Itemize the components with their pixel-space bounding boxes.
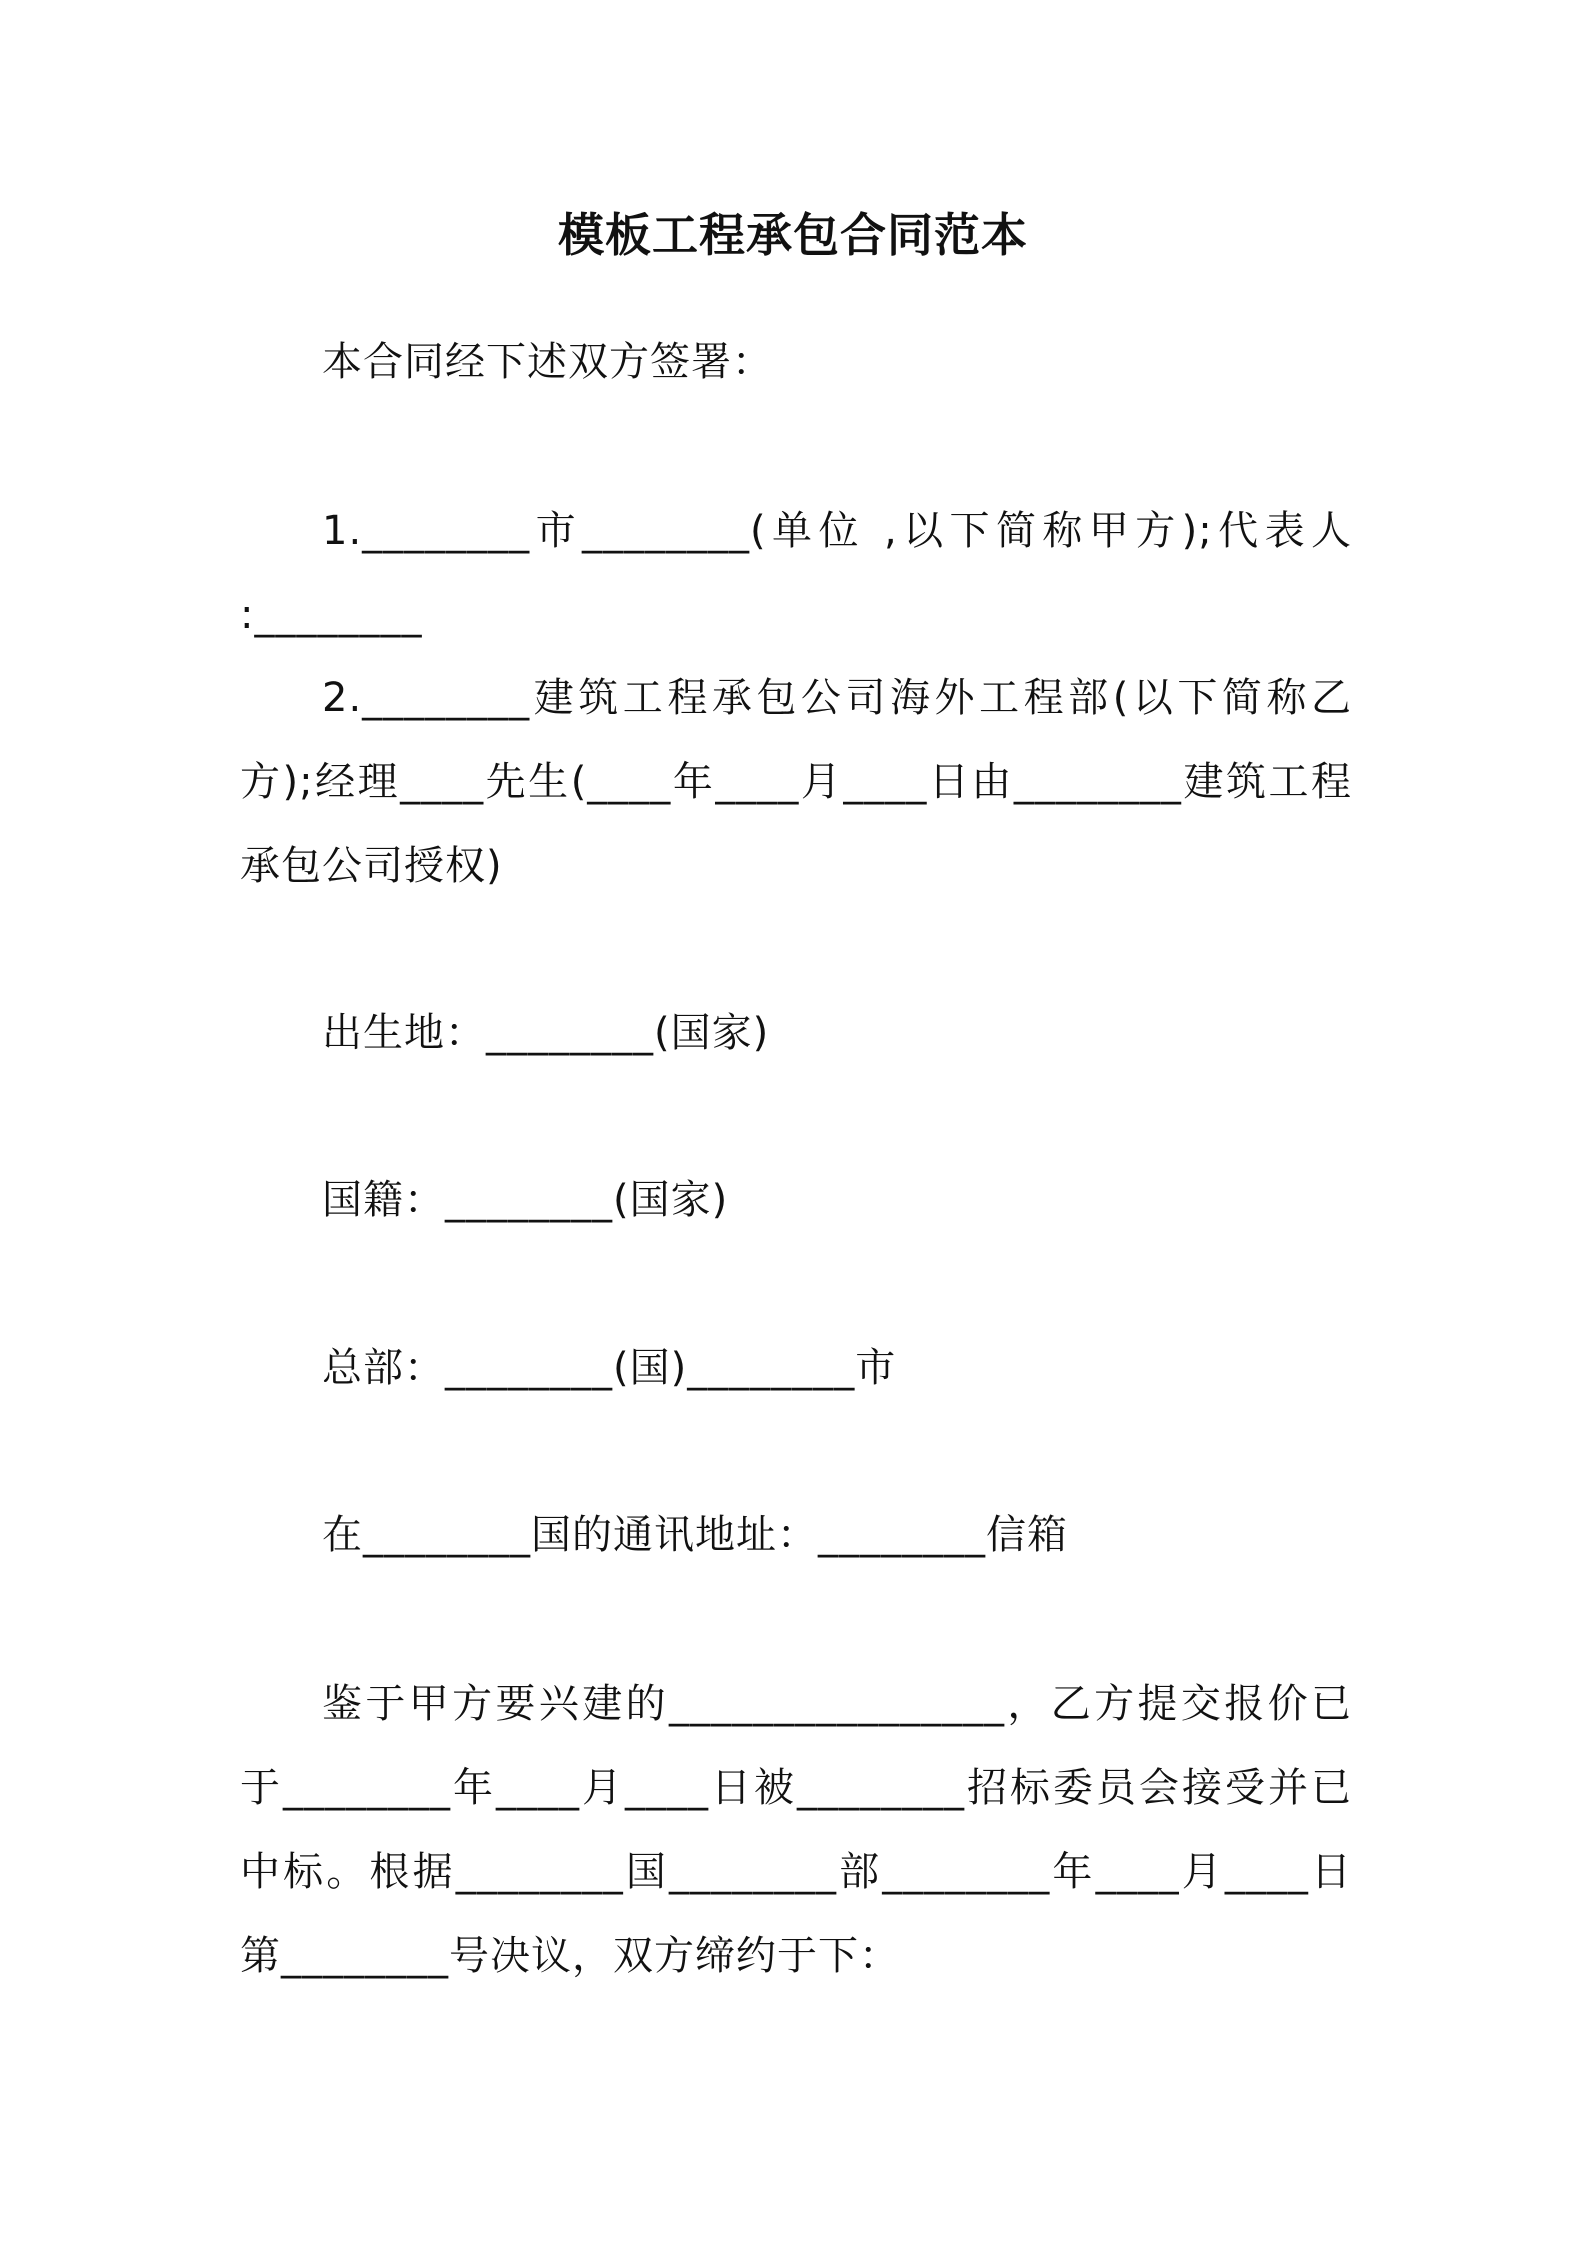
- party-a-paragraph: 1.________市________(单位 ,以下简称甲方);代表人 :________: [240, 508, 1366, 638]
- recital-paragraph: 鉴于甲方要兴建的________________，乙方提交报价已于________年____月____日被________招标委员会接受并已中标。根据________国________部________年____月____日第________号决议，双方缔约于下：: [240, 1681, 1352, 1979]
- birthplace-paragraph: 出生地：________(国家): [322, 1010, 770, 1056]
- headquarters-paragraph: 总部：________(国)________市: [322, 1345, 897, 1391]
- nationality-paragraph: 国籍：________(国家): [322, 1177, 729, 1223]
- document-title: 模板工程承包合同范本: [558, 208, 1028, 262]
- party-b-paragraph: 2.________建筑工程承包公司海外工程部(以下简称乙方);经理____先生(____年____月____日由________建筑工程承包公司授权): [240, 675, 1352, 889]
- intro-paragraph: 本合同经下述双方签署：: [322, 339, 773, 385]
- address-paragraph: 在________国的通讯地址：________信箱: [322, 1512, 1068, 1558]
